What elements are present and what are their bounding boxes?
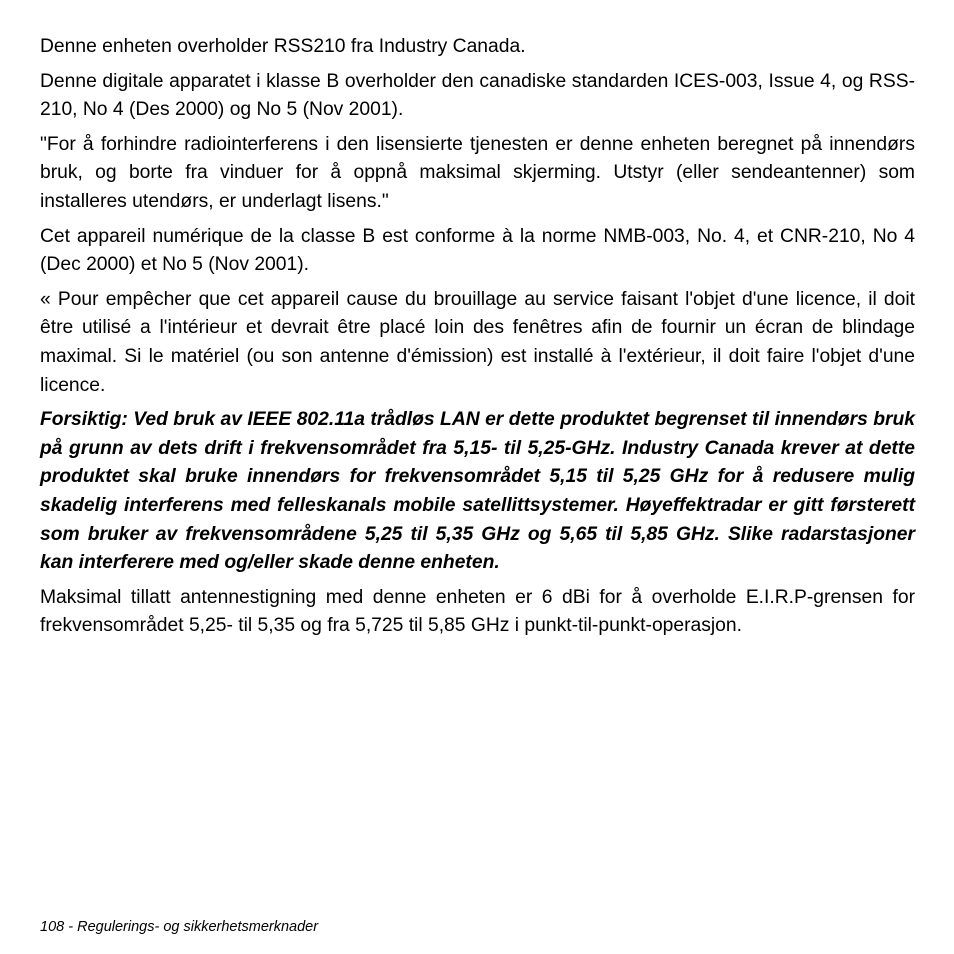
page-footer	[40, 917, 318, 937]
paragraph-radio-interference-norwegian: "For å forhindre radiointerferens i den lisensierte tjenesten er denne enheten beregnet på innendørs bruk, og borte fra vinduer for å oppnå maksimal skjerming. Utstyr (eller sendeantenner) som installeres utendørs, er underlagt lisens."	[40, 133, 915, 212]
paragraph-rss210-compliance: Denne enheten overholder RSS210 fra Industry Canada.	[40, 36, 526, 57]
paragraph-antenna-gain: Maksimal tillatt antennestigning med denne enheten er 6 dBi for å overholde E.I.R.P-grensen for frekvensområdet 5,25- til 5,35 og fra 5,725 til 5,85 GHz i punkt-til-punkt-operasjon.	[40, 586, 915, 637]
paragraph-brouillage-french: « Pour empêcher que cet appareil cause du brouillage au service faisant l'objet d'une licence, il doit être utilisé a l'intérieur et devrait être placé loin des fenêtres afin de fournir un écran de blindage maximal. Si le matériel (ou son antenne d'émission) est installé à l'extérieur, il doit faire l'objet d'une licence.	[40, 288, 915, 396]
paragraph-nmb003-french: Cet appareil numérique de la classe B est conforme à la norme NMB-003, No. 4, et CNR-210, No 4 (Dec 2000) et No 5 (Nov 2001).	[40, 225, 915, 276]
footer-separator: -	[64, 919, 78, 935]
page-number: 108	[40, 919, 65, 935]
paragraph-caution-warning: Forsiktig: Ved bruk av IEEE 802.11a trådløs LAN er dette produktet begrenset til innendørs bruk på grunn av dets drift i frekvensområdet fra 5,15- til 5,25-GHz. Industry Canada krever at dette produktet skal bruke innendørs for frekvensområdet 5,15 til 5,25 GHz for å redusere mulig skadelig interferens med felleskanals mobile satellittsystemer. Høyeffektradar er gitt førsterett som bruker av frekvensområdene 5,25 til 5,35 GHz og 5,65 til 5,85 GHz. Slike radarstasjoner kan interferere med og/eller skade denne enheten.	[40, 409, 915, 574]
page-body	[40, 33, 915, 647]
paragraph-ices003-norwegian: Denne digitale apparatet i klasse B overholder den canadiske standarden ICES-003, Issue 4, og RSS-210, No 4 (Des 2000) og No 5 (Nov 2001).	[40, 70, 915, 121]
section-title: Regulerings- og sikkerhetsmerknader	[77, 919, 319, 935]
